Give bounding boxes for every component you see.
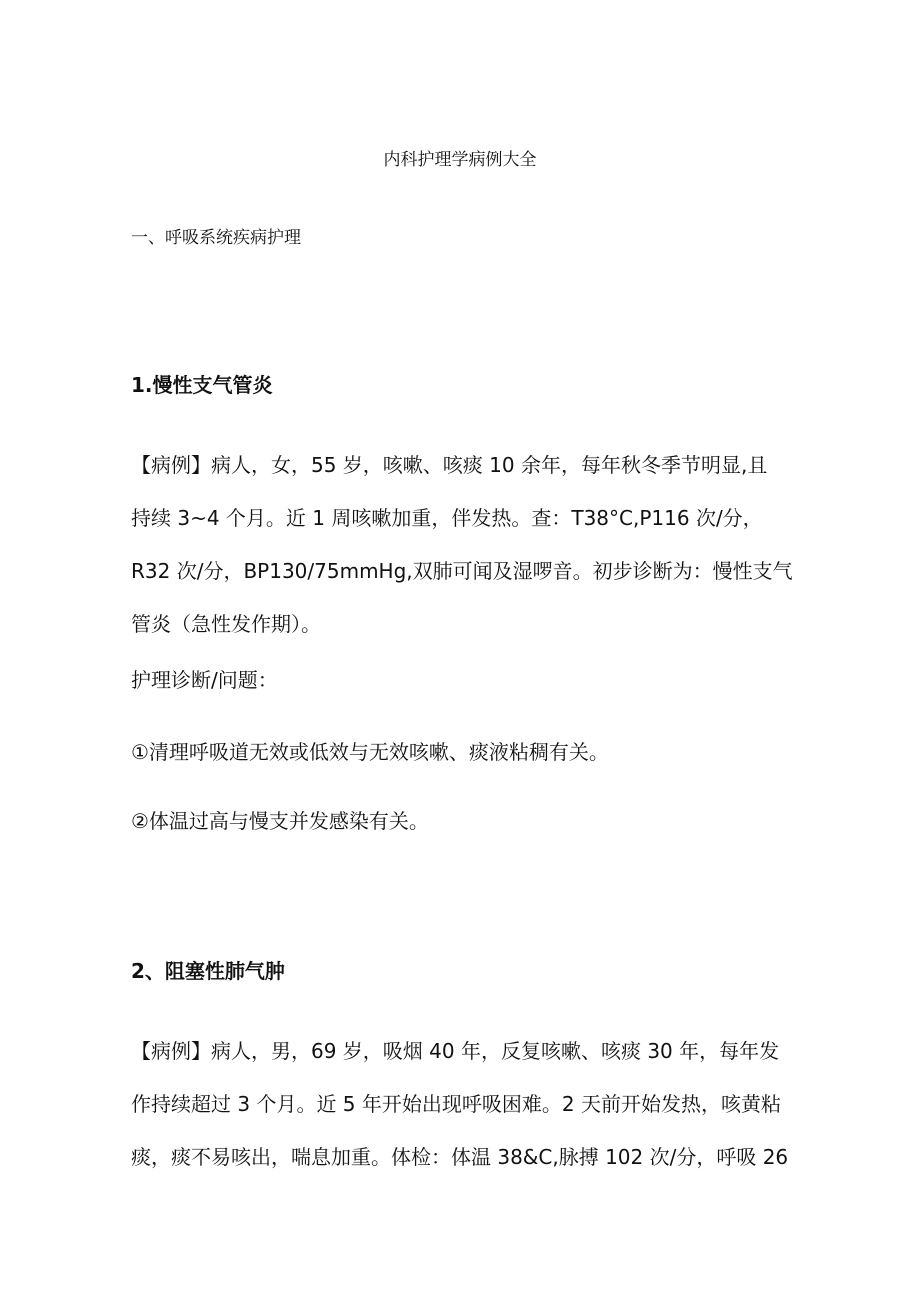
case2-description (131, 1036, 796, 1195)
case1-description (131, 450, 796, 662)
diagnosis-item: ②体温过高与慢支并发感染有关。 (131, 809, 429, 833)
document-title: 内科护理学病例大全 (383, 150, 537, 170)
case1-line: 【病例】病人，女，55 岁，咳嗽、咳痰 10 余年，每年秋冬季节明显,且 (131, 453, 768, 477)
case1-heading: 1.慢性支气管炎 (131, 373, 273, 397)
section-heading: 一、呼吸系统疾病护理 (131, 228, 301, 248)
case1-line: R32 次/分，BP130/75mmHg,双肺可闻及湿啰音。初步诊断为：慢性支气 (131, 559, 793, 583)
case1-line: 持续 3~4 个月。近 1 周咳嗽加重，伴发热。查：T38°C,P116 次/分， (131, 506, 763, 530)
case2-line: 【病例】病人，男，69 岁，吸烟 40 年，反复咳嗽、咳痰 30 年，每年发 (131, 1039, 780, 1063)
case2-line: 痰，痰不易咳出，喘息加重。体检：体温 38&C,脉搏 102 次/分，呼吸 26 (131, 1145, 789, 1169)
diagnosis-label: 护理诊断/问题： (131, 668, 278, 692)
case2-heading: 2、阻塞性肺气肿 (131, 959, 285, 983)
case1-line: 管炎（急性发作期）。 (131, 612, 321, 636)
diagnosis-item: ①清理呼吸道无效或低效与无效咳嗽、痰液粘稠有关。 (131, 740, 609, 764)
case2-line: 作持续超过 3 个月。近 5 年开始出现呼吸困难。2 天前开始发热，咳黄粘 (131, 1092, 781, 1116)
